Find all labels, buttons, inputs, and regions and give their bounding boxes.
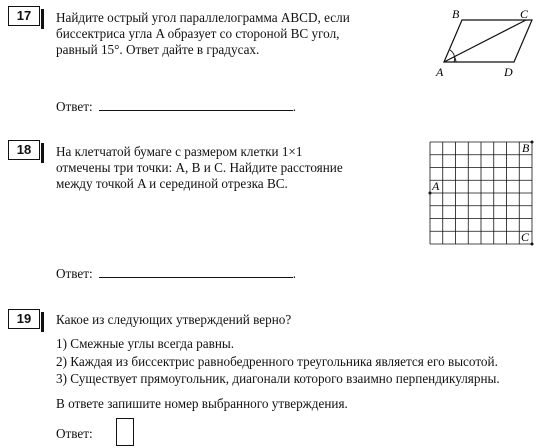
vertex-label-a: A [436, 65, 444, 79]
point-label-a: A [432, 179, 440, 193]
grid-figure [428, 140, 536, 248]
vertex-label-b: B [452, 7, 460, 21]
answer-line [56, 99, 296, 115]
answer-end: . [292, 266, 297, 281]
answer-label: Ответ: [56, 266, 93, 281]
option-item: 3) Существует прямоугольник, диагонали которого взаимно перпендикулярны. [56, 371, 500, 386]
task-text-line: отмечены три точки: A, B и C. Найдите расстояние [56, 160, 343, 175]
task-text-line: Найдите острый угол параллелограмма ABCD, если [56, 10, 350, 25]
answer-box[interactable] [116, 418, 134, 446]
task-text [56, 144, 343, 192]
task-text-line: между точкой A и серединой отрезка BC. [56, 176, 288, 191]
task-text-line: равный 15°. Ответ дайте в градусах. [56, 42, 260, 57]
options-list [56, 335, 500, 388]
vertex-label-c: C [520, 7, 529, 21]
task-text [56, 10, 350, 58]
answer-field[interactable] [99, 99, 293, 111]
answer-label: Ответ: [56, 426, 93, 441]
answer-field[interactable] [99, 266, 293, 278]
vertex-label-d: D [504, 65, 513, 79]
option-item: 1) Смежные углы всегда равны. [56, 336, 235, 351]
answer-line [56, 266, 296, 282]
task-number: 19 [8, 309, 40, 329]
task-text-line: На клетчатой бумаге с размером клетки 1×1 [56, 144, 303, 159]
task-question: Какое из следующих утверждений верно? [56, 312, 292, 327]
point-label-c: C [521, 230, 530, 244]
task-number: 18 [8, 140, 40, 160]
parallelogram-figure [428, 4, 536, 82]
option-item: 2) Каждая из биссектрис равнобедренного треугольника является его высотой. [56, 353, 498, 369]
point-label-b: B [522, 141, 530, 155]
task-text-line: биссектриса угла A образует со стороной BC угол, [56, 26, 340, 41]
answer-end: . [292, 99, 297, 114]
instruction-text: В ответе запишите номер выбранного утверждения. [56, 396, 348, 411]
answer-label: Ответ: [56, 99, 93, 114]
task-number: 17 [8, 6, 40, 26]
